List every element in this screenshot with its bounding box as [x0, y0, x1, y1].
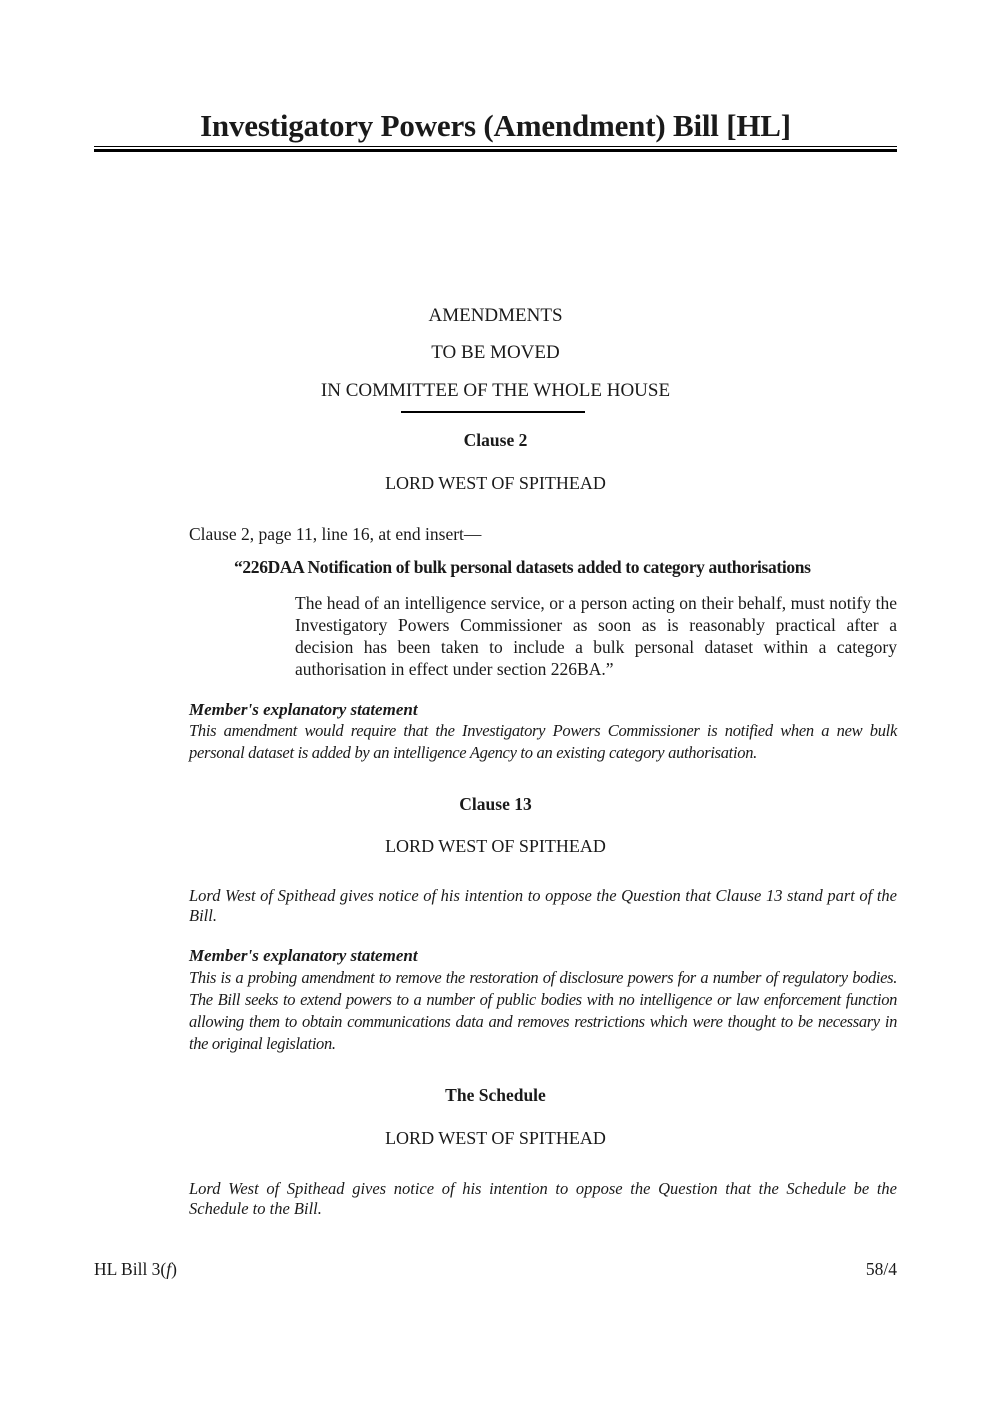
bill-ref-letter: f — [166, 1259, 172, 1279]
heading-to-be-moved: TO BE MOVED — [431, 342, 560, 363]
heading-amendments: AMENDMENTS — [428, 305, 563, 326]
clause-13-member: LORD WEST OF SPITHEAD — [385, 836, 606, 856]
clause-2-heading: Clause 2 — [463, 430, 528, 450]
clause-2-statement-text: This amendment would require that the Investigatory Powers Commissioner is notified when a new bulk personal dataset is added by an intelligence Agency to an existing category authorisation. — [189, 721, 897, 762]
clause-13-statement-text: This is a probing amendment to remove the restoration of disclosure powers for a number of regulatory bodies. The Bill seeks to extend powers to a number of public bodies with no intelligence or law enforcement function allowing them to obtain communications data and removes restrictions which were thought to be necessary in the original legislation. — [189, 968, 897, 1053]
bill-ref-suffix: ) — [171, 1259, 177, 1279]
title-rule-thick — [94, 149, 897, 152]
footer-bill-reference — [94, 1258, 177, 1280]
heading-divider — [401, 411, 585, 413]
document-title: Investigatory Powers (Amendment) Bill [HL] — [200, 108, 791, 143]
footer-page-reference: 58/4 — [865, 1259, 897, 1279]
clause-13-statement-heading: Member's explanatory statement — [189, 946, 418, 965]
schedule-notice: Lord West of Spithead gives notice of his intention to oppose the Question that the Schedule be the Schedule to the Bill. — [189, 1179, 897, 1218]
clause-2-member: LORD WEST OF SPITHEAD — [385, 473, 606, 493]
clause-13-notice: Lord West of Spithead gives notice of his intention to oppose the Question that Clause 13 stand part of the Bill. — [189, 886, 897, 925]
heading-committee: IN COMMITTEE OF THE WHOLE HOUSE — [320, 380, 671, 401]
clause-13-heading: Clause 13 — [459, 794, 532, 814]
inserted-section-heading: “226DAA Notification of bulk personal datasets added to category authorisations — [234, 557, 811, 577]
bill-ref-prefix: HL Bill 3( — [94, 1259, 167, 1279]
title-rule-thin — [94, 146, 897, 147]
schedule-member: LORD WEST OF SPITHEAD — [385, 1128, 606, 1148]
schedule-heading: The Schedule — [445, 1085, 546, 1105]
clause-2-statement-heading: Member's explanatory statement — [189, 700, 418, 719]
inserted-section-text: The head of an intelligence service, or a person acting on their behalf, must notify the Investigatory Powers Commissioner as soon as is reasonably practical after a decision has been taken to include a bulk personal dataset within a category authorisation in effect under section 226BA.” — [295, 593, 897, 679]
clause-2-instruction: Clause 2, page 11, line 16, at end insert— — [189, 524, 482, 544]
